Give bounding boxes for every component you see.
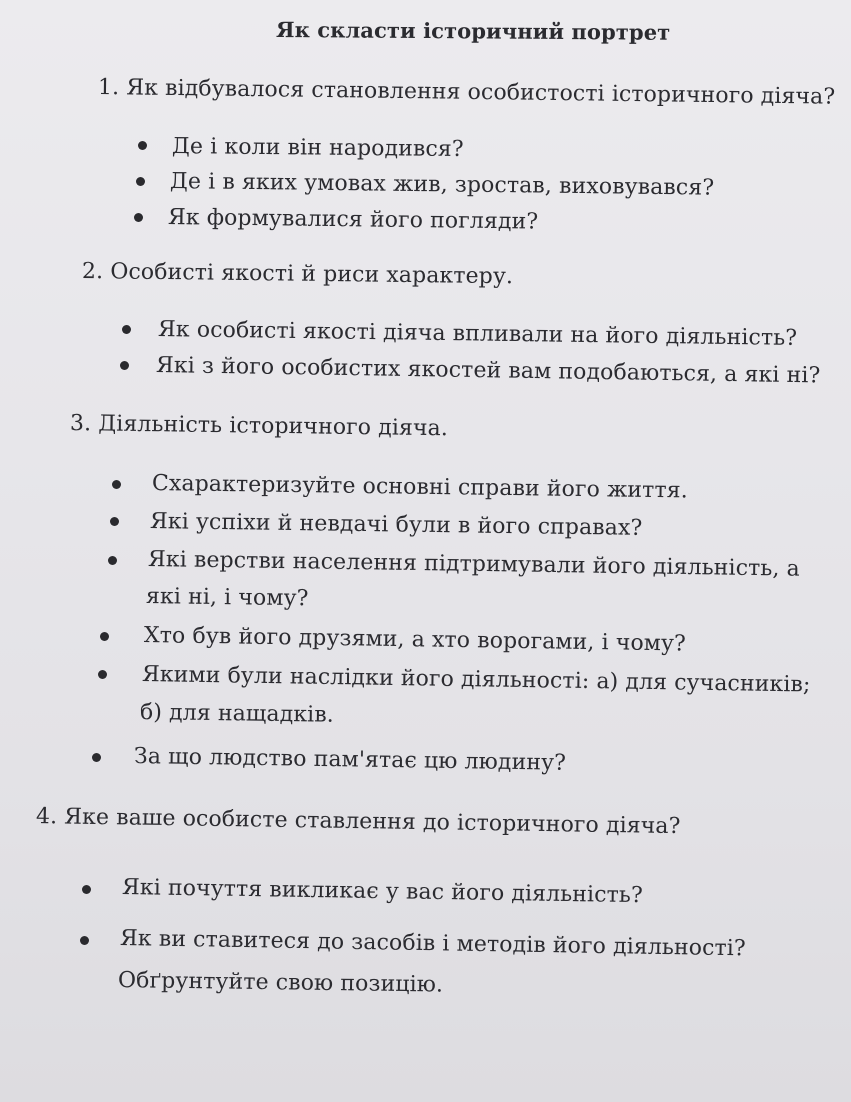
section-2-bullet-1: Як особисті якості діяча впливали на його діяльність? bbox=[157, 317, 798, 351]
section-2-heading: 2. Особисті якості й риси характеру. bbox=[81, 259, 514, 290]
bullet-icon bbox=[108, 556, 117, 565]
bullet-icon bbox=[80, 936, 89, 945]
bullet-icon bbox=[82, 885, 91, 894]
section-3-bullet-4: Хто був його друзями, а хто ворогами, і чому? bbox=[143, 623, 687, 657]
section-4-bullet-2-line-2: Обґрунтуйте свою позицію. bbox=[117, 968, 444, 998]
section-4-bullet-2-line-1: Як ви ставитеся до засобів і методів його діяльності? bbox=[119, 926, 747, 962]
section-3-bullet-1: Схарактеризуйте основні справи його життя. bbox=[151, 471, 688, 504]
bullet-icon bbox=[136, 177, 145, 186]
section-1-bullet-1: Де і коли він народився? bbox=[171, 134, 464, 163]
section-3-bullet-6: За що людство пам'ятає цю людину? bbox=[133, 744, 567, 776]
section-3-bullet-3-line-2: які ні, і чому? bbox=[145, 584, 309, 612]
bullet-icon bbox=[120, 361, 129, 370]
bullet-icon bbox=[134, 213, 143, 222]
section-1-bullet-2: Де і в яких умовах жив, зростав, виховувався? bbox=[169, 169, 715, 201]
section-3-bullet-5-line-1: Якими були наслідки його діяльності: а) для сучасників; bbox=[141, 662, 811, 698]
document-title: Як скласти історичний портрет bbox=[275, 17, 671, 45]
section-1-heading: 1. Як відбувалося становлення особистості історичного діяча? bbox=[97, 75, 836, 110]
bullet-icon bbox=[110, 517, 119, 526]
section-1-bullet-3: Як формувалися його погляди? bbox=[167, 205, 539, 235]
section-4-heading: 4. Яке ваше особисте ставлення до історичного діяча? bbox=[35, 804, 681, 840]
bullet-icon bbox=[112, 480, 121, 489]
bullet-icon bbox=[100, 632, 109, 641]
bullet-icon bbox=[92, 753, 101, 762]
bullet-icon bbox=[98, 670, 107, 679]
section-2-bullet-2: Які з його особистих якостей вам подобаються, а які ні? bbox=[155, 353, 821, 389]
bullet-icon bbox=[138, 141, 147, 150]
section-3-heading: 3. Діяльність історичного діяча. bbox=[69, 411, 449, 442]
section-3-bullet-5-line-2: б) для нащадків. bbox=[139, 700, 335, 728]
section-4-bullet-1: Які почуття викликає у вас його діяльність? bbox=[121, 875, 644, 909]
section-3-bullet-3-line-1: Які верстви населення підтримували його діяльність, а bbox=[147, 547, 801, 582]
bullet-icon bbox=[122, 325, 131, 334]
section-3-bullet-2: Які успіхи й невдачі були в його справах? bbox=[149, 509, 643, 541]
